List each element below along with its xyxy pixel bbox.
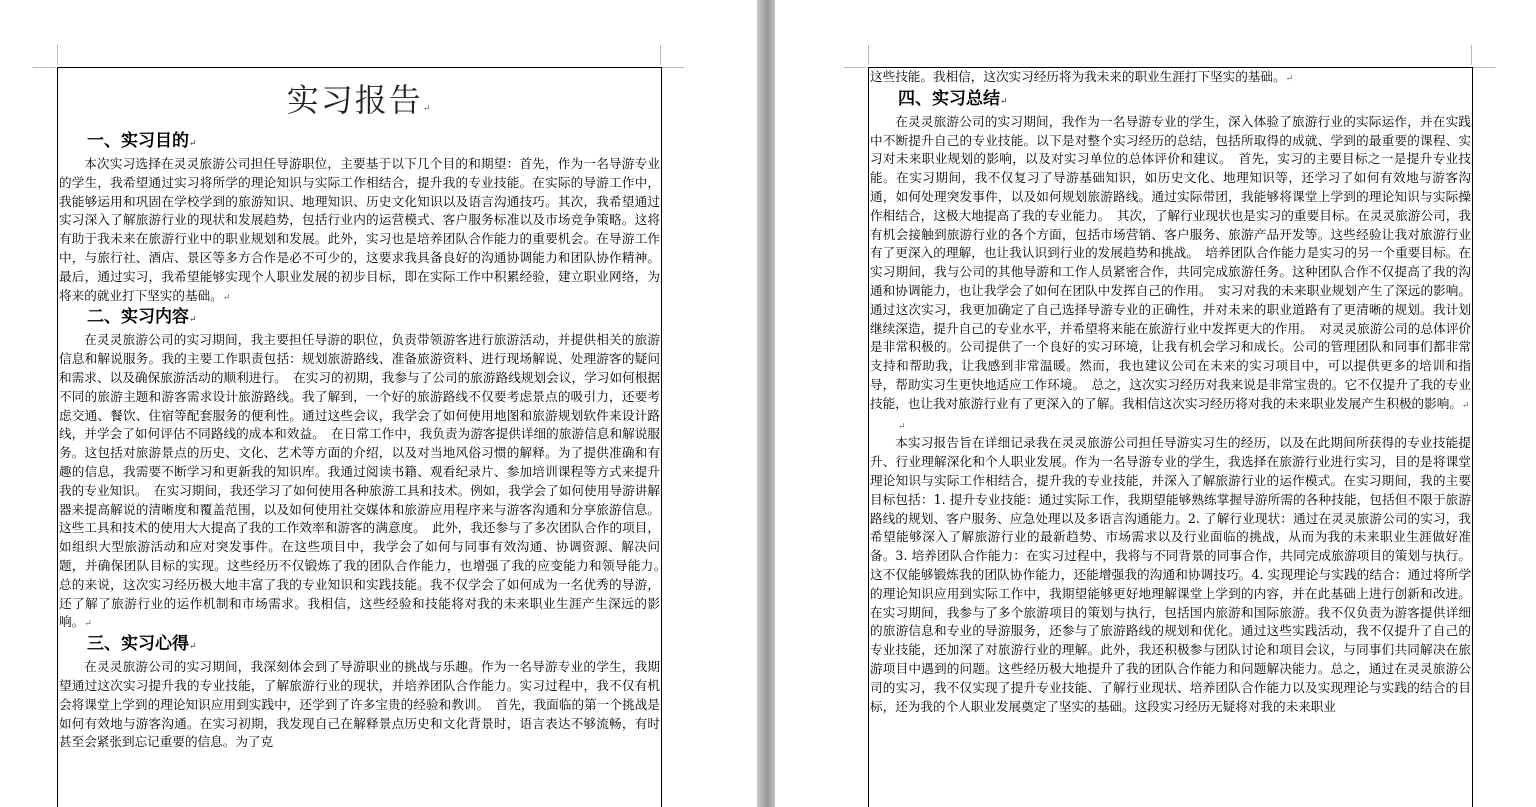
document-title[interactable]: 实习报告↵: [286, 81, 433, 119]
paragraph[interactable]: 本次实习选择在灵灵旅游公司担任导游职位，主要基于以下几个目的和期望：首先，作为一名导游专业的学生，我希望通过实习将所学的理论知识与实际工作相结合，提升我的专业技能。在实际的导游工作中，我能够运用和巩固在学校学到的旅游知识、地理知识、历史文化知识以及语言沟通技巧。其次，我希望通过实习深入了解旅游行业的现状和发展趋势，包括行业内的运营模式、客户服务标准以及市场竞争策略。这将有助于我未来在旅游行业中的职业规划和发展。此外，实习也是培养团队合作能力的重要机会。在导游工作中，与旅行社、酒店、景区等多方合作是必不可少的，这要求我具备良好的沟通协调能力和团队协作精神。最后，通过实习，我希望能够实现个人职业发展的初步目标，即在实际工作中积累经验，建立职业网络，为将来的就业打下坚实的基础。↵: [59, 156, 660, 303]
right-page-text-layer: [775, 0, 1536, 807]
crop-mark: [660, 45, 661, 65]
paragraph[interactable]: 这些技能。我相信，这次实习经历将为我未来的职业生涯打下坚实的基础。↵: [870, 69, 1294, 84]
crop-mark: [57, 45, 58, 65]
page-gutter: [757, 0, 775, 807]
right-page-text: [870, 68, 1471, 716]
paragraph[interactable]: 本实习报告旨在详细记录我在灵灵旅游公司担任导游实习生的经历，以及在此期间所获得的专业技能提升、行业理解深化和个人职业发展。作为一名导游专业的学生，我选择在旅游行业进行实习，目的是将课堂理论知识与实际工作相结合，提升我的专业技能，并深入了解旅游行业的运作模式。在实习期间，我的主要目标包括：1. 提升专业技能：通过实际工作，我期望能够熟练掌握导游所需的各种技能，包括但不限于旅游路线的规划、客户服务、应急处理以及多语言沟通能力。2. 了解行业现状：通过在灵灵旅游公司的实习，我希望能够深入了解旅游行业的最新趋势、市场需求以及行业面临的挑战，从而为我的未来职业生涯做好准备。3. 培养团队合作能力：在实习过程中，我将与不同背景的同事合作，共同完成旅游项目的策划与执行。这不仅能够锻炼我的团队协作能力，还能增强我的沟通和协调技巧。4. 实现理论与实践的结合：通过将所学的理论知识应用到实际工作中，我期望能够更好地理解课堂上学到的内容，并在此基础上进行创新和改进。在实习期间，我参与了多个旅游项目的策划与执行，包括国内旅游和国际旅游。我不仅负责为游客提供详细的旅游信息和专业的导游服务，还参与了旅游路线的规划和优化。通过这些实践活动，我不仅提升了自己的专业技能，还加深了对旅游行业的理解。此外，我还积极参与团队讨论和项目会议，与同事们共同解决在旅游项目中遇到的问题。这些经历极大地提升了我的团队合作能力和问题解决能力。总之，通过在灵灵旅游公司的实习，我不仅实现了提升专业技能、了解行业现状、培养团队合作能力以及实现理论与实践的结合的目标，还为我的个人职业发展奠定了坚实的基础。这段实习经历无疑将对我的未来职业: [870, 435, 1471, 714]
section-heading-summary[interactable]: 四、实习总结↵: [898, 88, 1008, 109]
section-heading-reflection[interactable]: 三、实习心得↵: [87, 634, 197, 655]
crop-mark: [33, 67, 55, 68]
crop-mark: [662, 67, 684, 68]
paragraph[interactable]: 在灵灵旅游公司的实习期间，我深刻体会到了导游职业的挑战与乐趣。作为一名导游专业的学生，我期望通过这次实习提升我的专业技能，了解旅游行业的现状，并培养团队合作能力。实习过程中，我不仅有机会将课堂上学到的理论知识应用到实践中，还学到了许多宝贵的经验和教训。 首先，我面临的第一个挑战是如何有效地与游客沟通。在实习初期，我发现自己在解释景点历史和文化背景时，语言表达不够流畅，有时甚至会紧张到忘记重要的信息。为了克: [59, 659, 660, 750]
left-page-text: [59, 68, 673, 752]
empty-paragraph[interactable]: ↵: [898, 421, 906, 432]
paragraph[interactable]: 在灵灵旅游公司的实习期间，我主要担任导游的职位，负责带领游客进行旅游活动，并提供相关的旅游信息和解说服务。我的主要工作职责包括：规划旅游路线、准备旅游资料、进行现场解说、处理游客的疑问和需求、以及确保旅游活动的顺利进行。 在实习的初期，我参与了公司的旅游路线规划会议，学习如何根据不同的旅游主题和游客需求设计旅游路线。我了解到，一个好的旅游路线不仅要考虑景点的吸引力，还要考虑交通、餐饮、住宿等配套服务的便利性。通过这些会议，我学会了如何使用地图和旅游规划软件来设计路线，并学会了如何评估不同路线的成本和效益。 在日常工作中，我负责为游客提供详细的旅游信息和解说服务。这包括对旅游景点的历史、文化、艺术等方面的介绍，以及对当地风俗习惯的解释。为了提供准确和有趣的信息，我需要不断学习和更新我的知识库。我通过阅读书籍、观看纪录片、参加培训课程等方式来提升我的专业知识。 在实习期间，我还学习了如何使用各种旅游工具和技术。例如，我学会了如何使用导游讲解器来提高解说的清晰度和覆盖范围，以及如何使用社交媒体和旅游应用程序来与游客沟通和分享旅游信息。这些工具和技术的使用大大提高了我的工作效率和游客的满意度。 此外，我还参与了多次团队合作的项目，如组织大型旅游活动和应对突发事件。在这些项目中，我学会了如何与同事有效沟通、协调资源、解决问题，并确保团队目标的实现。这些经历不仅锻炼了我的团队合作能力，也增强了我的应变能力和领导能力。 总的来说，这次实习经历极大地丰富了我的专业知识和实践技能。我不仅学会了如何成为一名优秀的导游，还了解了旅游行业的运作机制和市场需求。我相信，这些经验和技能将对我的未来职业生涯产生深远的影响。↵: [59, 332, 673, 630]
section-heading-content[interactable]: 二、实习内容↵: [87, 307, 197, 328]
paragraph[interactable]: 在灵灵旅游公司的实习期间，我作为一名导游专业的学生，深入体验了旅游行业的实际运作，并在实践中不断提升自己的专业技能。以下是对整个实习经历的总结，包括所取得的成就、学到的最重要的课程、实习对未来职业规划的影响，以及对实习单位的总体评价和建议。 首先，实习的主要目标之一是提升专业技能。在实习期间，我不仅复习了导游基础知识，如历史文化、地理知识等，还学习了如何有效地与游客沟通，如何处理突发事件，以及如何规划旅游路线。通过实际带团，我能够将课堂上学到的理论知识与实际操作相结合，这极大地提高了我的专业能力。 其次，了解行业现状也是实习的重要目标。在灵灵旅游公司，我有机会接触到旅游行业的各个方面，包括市场营销、客户服务、旅游产品开发等。这些经验让我对旅游行业有了更深入的理解，也让我认识到行业的发展趋势和挑战。 培养团队合作能力是实习的另一个重要目标。在实习期间，我与公司的其他导游和工作人员紧密合作，共同完成旅游任务。这种团队合作不仅提高了我的沟通和协调能力，也让我学会了如何在团队中发挥自己的作用。 实习对我的未来职业规划产生了深远的影响。通过这次实习，我更加确定了自己选择导游专业的正确性，并对未来的职业道路有了更清晰的规划。我计划继续深造，提升自己的专业水平，并希望将来能在旅游行业中发挥更大的作用。 对灵灵旅游公司的总体评价是非常积极的。公司提供了一个良好的实习环境，让我有机会学习和成长。公司的管理团队和同事们都非常支持和帮助我，让我感到非常温暖。然而，我也建议公司在未来的实习项目中，可以提供更多的培训和指导，帮助实习生更快地适应工作环境。 总之，这次实习经历对我来说是非常宝贵的。它不仅提升了我的专业技能，也让我对旅游行业有了更深入的了解。我相信这次实习经历将对我的未来职业发展产生积极的影响。↵: [870, 113, 1471, 411]
section-heading-purpose[interactable]: 一、实习目的↵: [87, 131, 197, 151]
